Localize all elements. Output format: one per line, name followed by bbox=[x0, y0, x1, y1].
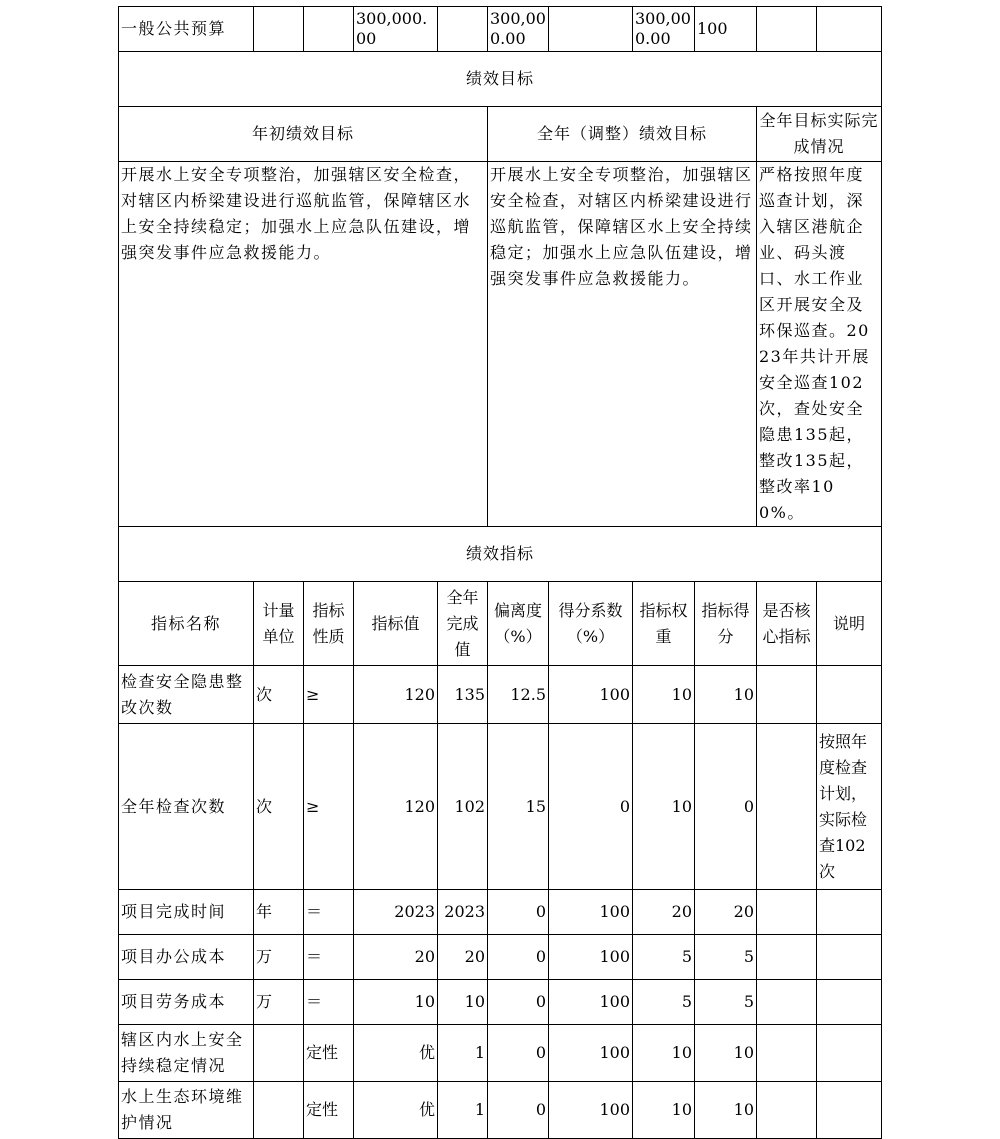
indicator-actual: 10 bbox=[438, 980, 488, 1025]
table-row bbox=[119, 980, 882, 1025]
indicator-coef: 100 bbox=[549, 1082, 633, 1139]
indicator-actual: 1 bbox=[438, 1025, 488, 1082]
indicator-nature: 定性 bbox=[304, 1082, 354, 1139]
indicator-core bbox=[757, 890, 817, 935]
indicator-actual: 102 bbox=[438, 724, 488, 890]
header-score: 指标得分 bbox=[695, 582, 757, 666]
indicator-note bbox=[817, 1082, 882, 1139]
budget-percent: 100 bbox=[695, 7, 757, 52]
indicator-deviation: 0 bbox=[488, 890, 549, 935]
actual-completion-text: 严格按照年度巡查计划，深入辖区港航企业、码头渡口、水工作业区开展安全及环保巡查。2023年共计开展安全巡查102次，查处安全隐患135起，整改135起，整改率100%。 bbox=[757, 162, 882, 527]
table-row bbox=[119, 935, 882, 980]
indicator-core bbox=[757, 724, 817, 890]
indicator-note bbox=[817, 890, 882, 935]
table-row bbox=[119, 890, 882, 935]
indicator-coef: 100 bbox=[549, 890, 633, 935]
indicator-nature: ＝ bbox=[304, 890, 354, 935]
indicator-deviation: 0 bbox=[488, 980, 549, 1025]
indicator-note bbox=[817, 666, 882, 724]
indicator-unit bbox=[254, 1082, 304, 1139]
indicator-name: 项目办公成本 bbox=[119, 935, 254, 980]
indicator-deviation: 15 bbox=[488, 724, 549, 890]
indicator-target: 优 bbox=[354, 1025, 438, 1082]
header-weight: 指标权重 bbox=[633, 582, 695, 666]
table-row bbox=[119, 1082, 882, 1139]
adjusted-goal-text: 开展水上安全专项整治，加强辖区安全检查，对辖区内桥梁建设进行巡航监管，保障辖区水上安全持续稳定；加强水上应急队伍建设，增强突发事件应急救援能力。 bbox=[488, 162, 757, 527]
indicator-nature: ≥ bbox=[304, 666, 354, 724]
indicator-name: 项目完成时间 bbox=[119, 890, 254, 935]
indicator-target: 10 bbox=[354, 980, 438, 1025]
indicator-weight: 10 bbox=[633, 666, 695, 724]
indicator-name: 项目劳务成本 bbox=[119, 980, 254, 1025]
indicator-note bbox=[817, 980, 882, 1025]
indicator-core bbox=[757, 980, 817, 1025]
budget-cell bbox=[549, 7, 633, 52]
budget-amount: 300,000.00 bbox=[354, 7, 438, 52]
indicator-coef: 100 bbox=[549, 666, 633, 724]
indicator-score: 10 bbox=[695, 666, 757, 724]
indicator-coef: 100 bbox=[549, 980, 633, 1025]
indicator-unit: 万 bbox=[254, 980, 304, 1025]
budget-amount: 300,000.00 bbox=[488, 7, 549, 52]
indicator-coef: 0 bbox=[549, 724, 633, 890]
indicator-score: 5 bbox=[695, 980, 757, 1025]
indicators-header-row bbox=[119, 582, 882, 666]
indicator-weight: 20 bbox=[633, 890, 695, 935]
indicator-name: 全年检查次数 bbox=[119, 724, 254, 890]
indicator-score: 10 bbox=[695, 1082, 757, 1139]
header-coef: 得分系数（%） bbox=[549, 582, 633, 666]
header-nature: 指标性质 bbox=[304, 582, 354, 666]
table-row bbox=[119, 666, 882, 724]
indicator-coef: 100 bbox=[549, 1025, 633, 1082]
indicators-section-title: 绩效指标 bbox=[119, 527, 882, 582]
indicator-name: 水上生态环境维护情况 bbox=[119, 1082, 254, 1139]
indicator-weight: 10 bbox=[633, 724, 695, 890]
indicator-deviation: 0 bbox=[488, 935, 549, 980]
initial-goal-text: 开展水上安全专项整治，加强辖区安全检查，对辖区内桥梁建设进行巡航监管，保障辖区水上安全持续稳定；加强水上应急队伍建设，增强突发事件应急救援能力。 bbox=[119, 162, 488, 527]
indicator-actual: 1 bbox=[438, 1082, 488, 1139]
header-unit: 计量单位 bbox=[254, 582, 304, 666]
indicator-weight: 10 bbox=[633, 1082, 695, 1139]
initial-goal-header: 年初绩效目标 bbox=[119, 107, 488, 162]
indicator-core bbox=[757, 1025, 817, 1082]
indicators-section-row bbox=[119, 527, 882, 582]
indicator-core bbox=[757, 935, 817, 980]
indicator-unit: 次 bbox=[254, 666, 304, 724]
header-deviation: 偏离度（%） bbox=[488, 582, 549, 666]
indicator-nature: ≥ bbox=[304, 724, 354, 890]
indicator-target: 120 bbox=[354, 724, 438, 890]
budget-row bbox=[119, 7, 882, 52]
indicator-unit: 万 bbox=[254, 935, 304, 980]
indicator-core bbox=[757, 666, 817, 724]
indicator-actual: 135 bbox=[438, 666, 488, 724]
indicator-unit: 年 bbox=[254, 890, 304, 935]
indicator-deviation: 0 bbox=[488, 1082, 549, 1139]
indicator-target: 优 bbox=[354, 1082, 438, 1139]
indicator-actual: 20 bbox=[438, 935, 488, 980]
budget-label: 一般公共预算 bbox=[119, 7, 254, 52]
header-name: 指标名称 bbox=[119, 582, 254, 666]
indicator-score: 5 bbox=[695, 935, 757, 980]
budget-cell bbox=[304, 7, 354, 52]
indicator-coef: 100 bbox=[549, 935, 633, 980]
indicator-target: 2023 bbox=[354, 890, 438, 935]
indicator-weight: 10 bbox=[633, 1025, 695, 1082]
table-row bbox=[119, 724, 882, 890]
adjusted-goal-header: 全年（调整）绩效目标 bbox=[488, 107, 757, 162]
indicator-target: 120 bbox=[354, 666, 438, 724]
indicator-note: 按照年度检查计划，实际检查102次 bbox=[817, 724, 882, 890]
header-note: 说明 bbox=[817, 582, 882, 666]
performance-table bbox=[118, 6, 882, 1139]
indicator-score: 10 bbox=[695, 1025, 757, 1082]
budget-cell bbox=[438, 7, 488, 52]
indicator-deviation: 0 bbox=[488, 1025, 549, 1082]
indicator-name: 辖区内水上安全持续稳定情况 bbox=[119, 1025, 254, 1082]
indicator-weight: 5 bbox=[633, 935, 695, 980]
goals-section-row bbox=[119, 52, 882, 107]
budget-cell bbox=[757, 7, 817, 52]
header-core: 是否核心指标 bbox=[757, 582, 817, 666]
indicator-nature: 定性 bbox=[304, 1025, 354, 1082]
header-actual: 全年完成值 bbox=[438, 582, 488, 666]
indicator-unit bbox=[254, 1025, 304, 1082]
indicator-actual: 2023 bbox=[438, 890, 488, 935]
indicator-nature: ＝ bbox=[304, 980, 354, 1025]
indicator-score: 0 bbox=[695, 724, 757, 890]
indicator-note bbox=[817, 1025, 882, 1082]
budget-cell bbox=[817, 7, 882, 52]
indicator-nature: ＝ bbox=[304, 935, 354, 980]
table-row bbox=[119, 1025, 882, 1082]
indicator-core bbox=[757, 1082, 817, 1139]
indicator-deviation: 12.5 bbox=[488, 666, 549, 724]
indicator-score: 20 bbox=[695, 890, 757, 935]
budget-cell bbox=[254, 7, 304, 52]
indicator-target: 20 bbox=[354, 935, 438, 980]
goals-section-title: 绩效目标 bbox=[119, 52, 882, 107]
indicator-weight: 5 bbox=[633, 980, 695, 1025]
budget-amount: 300,000.00 bbox=[633, 7, 695, 52]
goals-header-row bbox=[119, 107, 882, 162]
goals-text-row bbox=[119, 162, 882, 527]
actual-completion-header: 全年目标实际完成情况 bbox=[757, 107, 882, 162]
indicator-name: 检查安全隐患整改次数 bbox=[119, 666, 254, 724]
indicator-note bbox=[817, 935, 882, 980]
indicator-unit: 次 bbox=[254, 724, 304, 890]
header-target: 指标值 bbox=[354, 582, 438, 666]
